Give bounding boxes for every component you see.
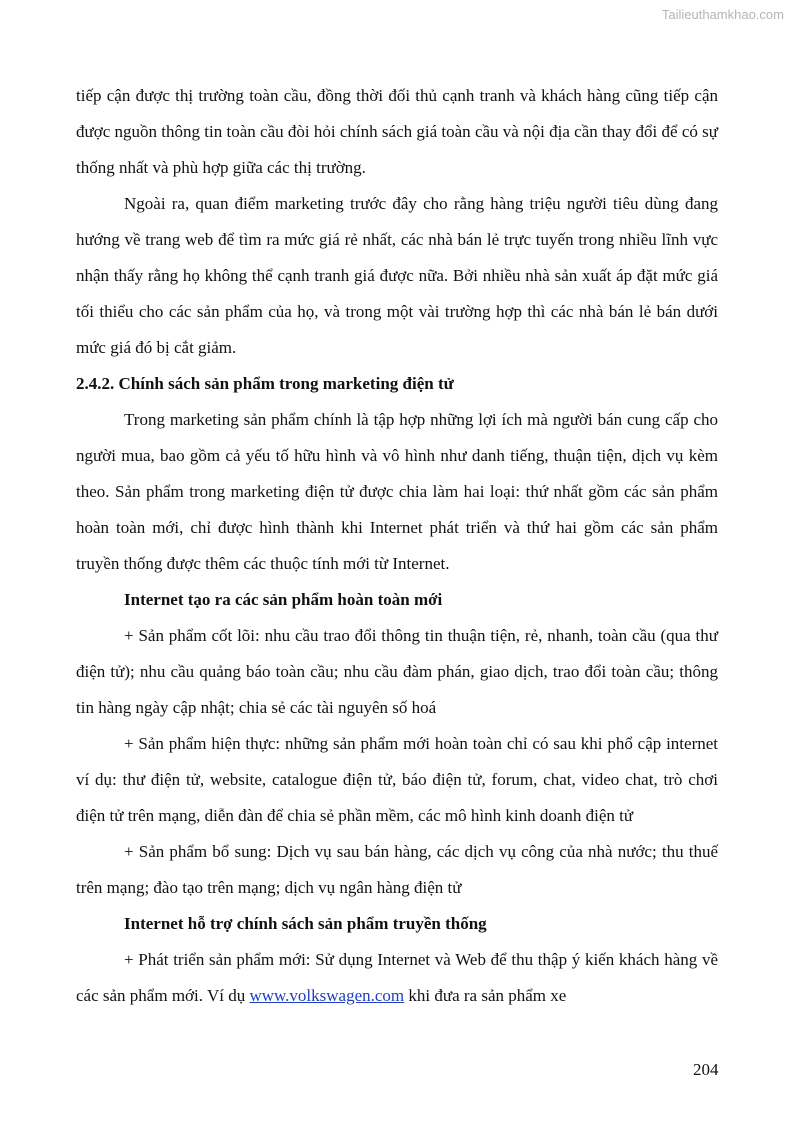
paragraph-text: + Phát triển sản phẩm mới: Sử dụng Internet và Web để thu thập ý kiến khách hàng về các sản phẩm mới. Ví dụ <box>76 950 718 1005</box>
page-number: 204 <box>693 1060 719 1079</box>
paragraph <box>76 942 718 1014</box>
volkswagen-link[interactable]: www.volkswagen.com <box>249 986 405 1005</box>
subheading: Internet hỗ trợ chính sách sản phẩm truyền thống <box>124 914 487 933</box>
paragraph: + Sản phẩm bổ sung: Dịch vụ sau bán hàng, các dịch vụ công của nhà nước; thu thuế trên mạng; đào tạo trên mạng; dịch vụ ngân hàng điện tử <box>76 842 718 897</box>
paragraph: Trong marketing sản phẩm chính là tập hợp những lợi ích mà người bán cung cấp cho người mua, bao gồm cả yếu tố hữu hình và vô hình như danh tiếng, thuận tiện, dịch vụ kèm theo. Sản phẩm trong marketing điện tử được chia làm hai loại: thứ nhất gồm các sản phẩm hoàn toàn mới, chỉ được hình thành khi Internet phát triển và thứ hai gồm các sản phẩm truyền thống được thêm các thuộc tính mới từ Internet. <box>76 410 718 573</box>
subheading: Internet tạo ra các sản phẩm hoàn toàn mới <box>124 590 443 609</box>
paragraph: + Sản phẩm hiện thực: những sản phẩm mới hoàn toàn chỉ có sau khi phổ cập internet ví dụ: thư điện tử, website, catalogue điện tử, báo điện tử, forum, chat, video chat, trò chơi điện tử trên mạng, diễn đàn để chia sẻ phần mềm, các mô hình kinh doanh điện tử <box>76 734 718 825</box>
paragraph-text: khi đưa ra sản phẩm xe <box>404 986 567 1005</box>
paragraph: + Sản phẩm cốt lõi: nhu cầu trao đổi thông tin thuận tiện, rẻ, nhanh, toàn cầu (qua thư điện tử); nhu cầu quảng báo toàn cầu; nhu cầu đàm phán, giao dịch, trao đổi toàn cầu; thông tin hàng ngày cập nhật; chia sẻ các tài nguyên số hoá <box>76 626 718 717</box>
section-heading: 2.4.2. Chính sách sản phẩm trong marketing điện tử <box>76 374 454 393</box>
paragraph: Ngoài ra, quan điểm marketing trước đây cho rằng hàng triệu người tiêu dùng đang hướng về trang web để tìm ra mức giá rẻ nhất, các nhà bán lẻ trực tuyến trong nhiều lĩnh vực nhận thấy rằng họ không thể cạnh tranh giá được nữa. Bởi nhiều nhà sản xuất áp đặt mức giá tối thiểu cho các sản phẩm của họ, và trong một vài trường hợp thì các nhà bán lẻ bán dưới mức giá đó bị cắt giảm. <box>76 194 718 357</box>
paragraph: tiếp cận được thị trường toàn cầu, đồng thời đối thủ cạnh tranh và khách hàng cũng tiếp cận được nguồn thông tin toàn cầu đòi hỏi chính sách giá toàn cầu và nội địa cần thay đổi để có sự thống nhất và phù hợp giữa các thị trường. <box>76 86 718 177</box>
document-body <box>76 78 718 1014</box>
watermark: Tailieuthamkhao.com <box>661 7 784 22</box>
